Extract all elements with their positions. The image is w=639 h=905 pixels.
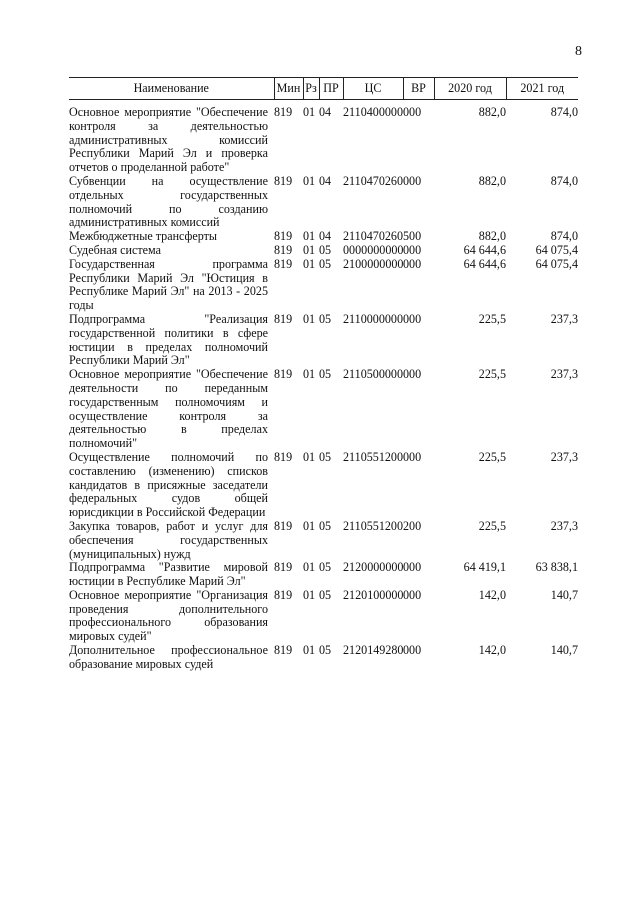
- table-header-row: [69, 78, 578, 100]
- row-value-2021: 140,7: [550, 587, 578, 602]
- row-pr: 05: [319, 643, 332, 658]
- budget-table: [69, 77, 578, 672]
- row-pr: 05: [319, 242, 332, 257]
- row-name: Межбюджетные трансферты: [69, 229, 218, 244]
- row-rz: 01: [303, 105, 316, 119]
- row-value-2020: 142,0: [478, 643, 506, 658]
- row-vr: 000: [403, 105, 422, 119]
- row-value-2021: 874,0: [550, 229, 578, 244]
- row-cs: 2120149280: [343, 643, 404, 658]
- row-min: 819: [274, 587, 293, 602]
- row-name: Судебная система: [69, 242, 161, 257]
- row-rz: 01: [303, 643, 316, 658]
- row-value-2021: 874,0: [550, 105, 578, 119]
- row-pr: 05: [319, 311, 332, 326]
- row-rz: 01: [303, 173, 316, 188]
- row-vr: 000: [403, 256, 422, 271]
- table-row: [69, 230, 578, 244]
- row-value-2020: 64 419,1: [463, 560, 506, 575]
- row-rz: 01: [303, 311, 316, 326]
- row-value-2021: 64 075,4: [535, 242, 578, 257]
- row-rz: 01: [303, 242, 316, 257]
- row-vr: 500: [403, 229, 422, 244]
- row-value-2020: 225,5: [478, 367, 506, 382]
- row-cs: 2110470260: [343, 229, 404, 244]
- row-min: 819: [274, 449, 293, 464]
- row-rz: 01: [303, 229, 316, 244]
- row-value-2020: 225,5: [478, 518, 506, 533]
- header-2020: 2020 год: [434, 78, 506, 100]
- row-vr: 000: [403, 587, 422, 602]
- table-row: [69, 258, 578, 313]
- header-2021: 2021 год: [506, 78, 578, 100]
- row-vr: 000: [403, 367, 422, 382]
- row-min: 819: [274, 518, 293, 533]
- row-value-2021: 140,7: [550, 643, 578, 658]
- row-min: 819: [274, 367, 293, 382]
- row-vr: 000: [403, 449, 422, 464]
- row-min: 819: [274, 643, 293, 658]
- table-row: [69, 100, 578, 175]
- row-name: Основное мероприятие "Обеспечение деятельности по переданным государственным полномочиям и осуществление контроля за деятельностью в пределах полномочий": [69, 367, 268, 451]
- row-pr: 04: [319, 229, 332, 244]
- row-value-2020: 64 644,6: [463, 242, 506, 257]
- row-cs: 2110470260: [343, 173, 404, 188]
- row-value-2020: 882,0: [478, 229, 506, 244]
- row-rz: 01: [303, 518, 316, 533]
- row-name: Закупка товаров, работ и услуг для обеспечения государственных (муниципальных) нужд: [69, 518, 268, 561]
- header-pr: ПР: [319, 78, 343, 100]
- header-cs: ЦС: [343, 78, 403, 100]
- row-cs: 2100000000: [343, 256, 404, 271]
- row-pr: 05: [319, 367, 332, 382]
- row-vr: 000: [403, 311, 422, 326]
- row-name: Дополнительное профессиональное образование мировых судей: [69, 643, 268, 671]
- row-rz: 01: [303, 449, 316, 464]
- row-cs: 2120100000: [343, 587, 404, 602]
- row-vr: 000: [403, 560, 422, 575]
- row-value-2021: 237,3: [550, 367, 578, 382]
- row-value-2020: 225,5: [478, 311, 506, 326]
- table-body: [69, 100, 578, 672]
- row-pr: 04: [319, 105, 332, 119]
- row-cs: 2120000000: [343, 560, 404, 575]
- table-row: [69, 451, 578, 520]
- row-min: 819: [274, 311, 293, 326]
- table-row: [69, 520, 578, 561]
- table-row: [69, 589, 578, 644]
- row-min: 819: [274, 173, 293, 188]
- row-rz: 01: [303, 587, 316, 602]
- row-name: Государственная программа Республики Марий Эл "Юстиция в Республике Марий Эл" на 2013 - 2025 годы: [69, 256, 268, 313]
- row-min: 819: [274, 560, 293, 575]
- row-min: 819: [274, 242, 293, 257]
- row-pr: 05: [319, 449, 332, 464]
- table-row: [69, 313, 578, 368]
- table-row: [69, 175, 578, 230]
- page-number: 8: [575, 44, 582, 59]
- table-row: [69, 644, 578, 672]
- row-name: Подпрограмма "Развитие мировой юстиции в Республике Марий Эл": [69, 560, 268, 589]
- row-vr: 000: [403, 173, 422, 188]
- row-vr: 000: [403, 242, 422, 257]
- table-row: [69, 244, 578, 258]
- row-value-2021: 237,3: [550, 518, 578, 533]
- row-value-2020: 225,5: [478, 449, 506, 464]
- row-cs: 0000000000: [343, 242, 404, 257]
- row-value-2021: 874,0: [550, 173, 578, 188]
- row-cs: 2110551200: [343, 518, 404, 533]
- header-vr: ВР: [403, 78, 434, 100]
- row-value-2020: 142,0: [478, 587, 506, 602]
- row-pr: 05: [319, 560, 332, 575]
- row-value-2021: 64 075,4: [535, 256, 578, 271]
- row-cs: 2110551200: [343, 449, 404, 464]
- header-rz: Рз: [303, 78, 319, 100]
- row-name: Основное мероприятие "Организация проведения дополнительного профессионального образования мировых судей": [69, 587, 268, 644]
- row-cs: 2110500000: [343, 367, 404, 382]
- row-value-2021: 237,3: [550, 311, 578, 326]
- row-vr: 200: [403, 518, 422, 533]
- row-value-2020: 64 644,6: [463, 256, 506, 271]
- row-min: 819: [274, 256, 293, 271]
- row-vr: 000: [403, 643, 422, 658]
- row-rz: 01: [303, 256, 316, 271]
- row-value-2020: 882,0: [478, 173, 506, 188]
- row-value-2020: 882,0: [478, 105, 506, 119]
- row-name: Субвенции на осуществление отдельных государственных полномочий по созданию административных комиссий: [69, 173, 268, 230]
- row-rz: 01: [303, 560, 316, 575]
- table-row: [69, 368, 578, 451]
- row-pr: 04: [319, 173, 332, 188]
- row-rz: 01: [303, 367, 316, 382]
- row-cs: 2110400000: [343, 105, 404, 119]
- row-min: 819: [274, 105, 293, 119]
- row-name: Подпрограмма "Реализация государственной политики в сфере юстиции в пределах полномочий Республики Марий Эл": [69, 311, 268, 368]
- row-pr: 05: [319, 518, 332, 533]
- row-name: Осуществление полномочий по составлению (изменению) списков кандидатов в присяжные заседатели федеральных судов общей юрисдикции в Российской Федерации: [69, 449, 268, 520]
- row-min: 819: [274, 229, 293, 244]
- header-min: Мин: [274, 78, 303, 100]
- row-cs: 2110000000: [343, 311, 404, 326]
- row-value-2021: 63 838,1: [535, 560, 578, 575]
- row-value-2021: 237,3: [550, 449, 578, 464]
- table-row: [69, 561, 578, 589]
- header-name: Наименование: [69, 78, 274, 100]
- row-pr: 05: [319, 587, 332, 602]
- row-name: Основное мероприятие "Обеспечение контроля за деятельностью административных комиссий Республики Марий Эл и проверка отчетов о проделанной работе": [69, 105, 268, 175]
- row-pr: 05: [319, 256, 332, 271]
